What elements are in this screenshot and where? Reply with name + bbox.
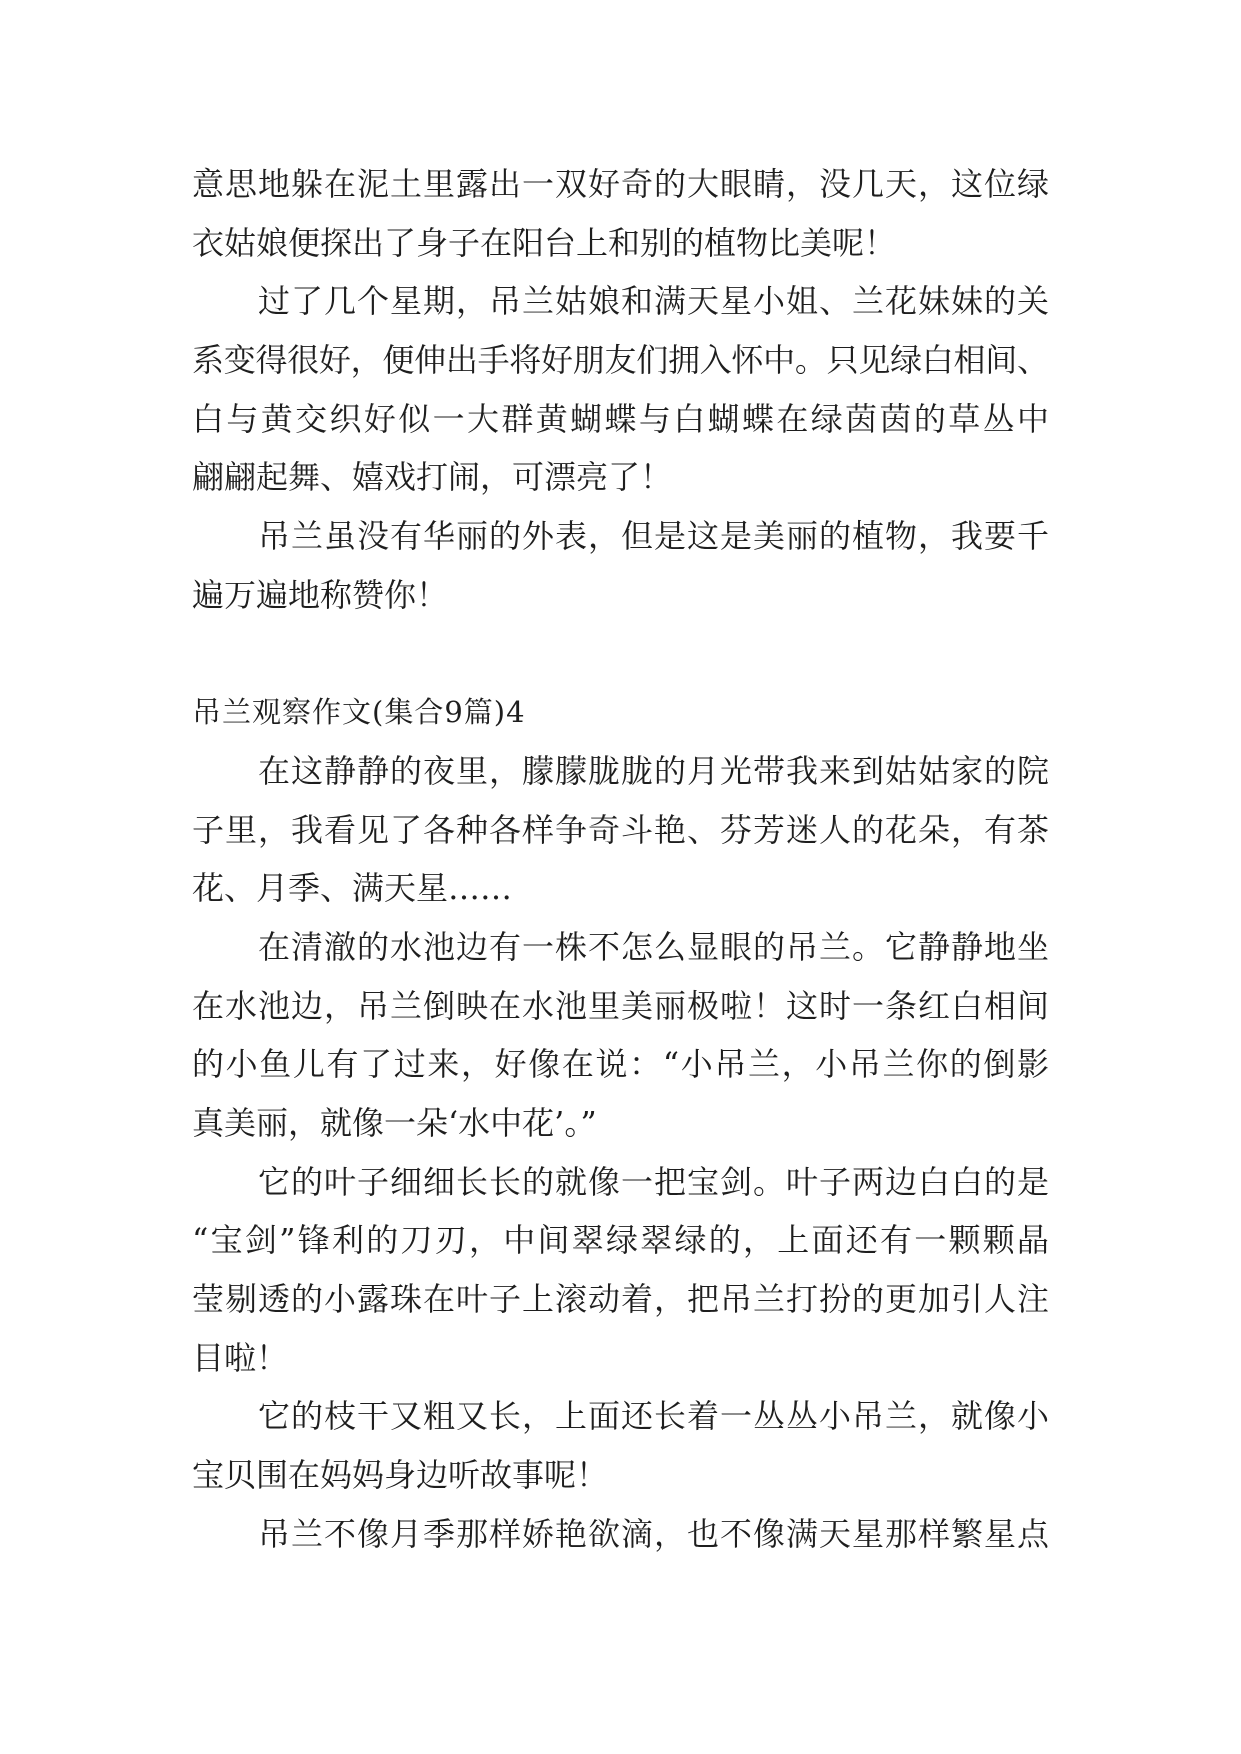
text-line: 翩翩起舞、嬉戏打闹，可漂亮了！ xyxy=(192,458,673,497)
text-line: 衣姑娘便探出了身子在阳台上和别的植物比美呢！ xyxy=(192,223,897,262)
paragraph xyxy=(192,1505,1049,1564)
page-content xyxy=(192,155,1052,1564)
paragraph xyxy=(192,1153,1052,1388)
essay-heading: 吊兰观察作文(集合9篇)4 xyxy=(192,695,526,730)
paragraph xyxy=(192,742,1049,918)
text-line: 遍万遍地称赞你！ xyxy=(192,575,449,614)
text-line: 意思地躲在泥土里露出一双好奇的大眼睛，没几天，这位绿 xyxy=(192,165,1050,203)
text-line: 子里，我看见了各种各样争奇斗艳、芬芳迷人的花朵，有茶 xyxy=(192,810,1050,849)
paragraph xyxy=(192,1387,1049,1504)
text-line: 它的枝干又粗又长，上面还长着一丛丛小吊兰，就像小 xyxy=(258,1397,1050,1436)
paragraph xyxy=(192,272,1052,507)
text-line: 它的叶子细细长长的就像一把宝剑。叶子两边白白的是 xyxy=(258,1162,1050,1201)
text-line: 花、月季、满天星…… xyxy=(192,869,513,908)
text-line: 目啦！ xyxy=(192,1338,289,1377)
text-line: 的小鱼儿有了过来，好像在说：“小吊兰，小吊兰你的倒影 xyxy=(192,1045,1051,1084)
text-line: 在这静静的夜里，朦朦胧胧的月光带我来到姑姑家的院 xyxy=(258,751,1050,790)
text-line: 吊兰虽没有华丽的外表，但是这是美丽的植物，我要千 xyxy=(258,517,1050,556)
paragraph xyxy=(192,155,1049,272)
text-line: 在水池边，吊兰倒映在水池里美丽极啦！这时一条红白相间 xyxy=(192,986,1050,1025)
paragraph xyxy=(192,507,1049,624)
paragraph xyxy=(192,918,1049,1153)
text-line: 系变得很好，便伸出手将好朋友们拥入怀中。只见绿白相间、 xyxy=(192,341,1049,380)
text-line: 吊兰不像月季那样娇艳欲滴，也不像满天星那样繁星点 xyxy=(258,1514,1050,1553)
text-line: 莹剔透的小露珠在叶子上滚动着，把吊兰打扮的更加引人注 xyxy=(192,1280,1050,1319)
text-line: 在清澈的水池边有一株不怎么显眼的吊兰。它静静地坐 xyxy=(258,927,1050,966)
text-line: 白与黄交织好似一大群黄蝴蝶与白蝴蝶在绿茵茵的草丛中 xyxy=(192,399,1052,438)
text-line: “宝剑”锋利的刀刃，中间翠绿翠绿的，上面还有一颗颗晶 xyxy=(192,1221,1052,1260)
text-line: 真美丽，就像一朵‘水中花’。” xyxy=(192,1104,597,1142)
text-line: 宝贝围在妈妈身边听故事呢！ xyxy=(192,1456,609,1495)
text-line: 过了几个星期，吊兰姑娘和满天星小姐、兰花妹妹的关 xyxy=(258,282,1050,321)
